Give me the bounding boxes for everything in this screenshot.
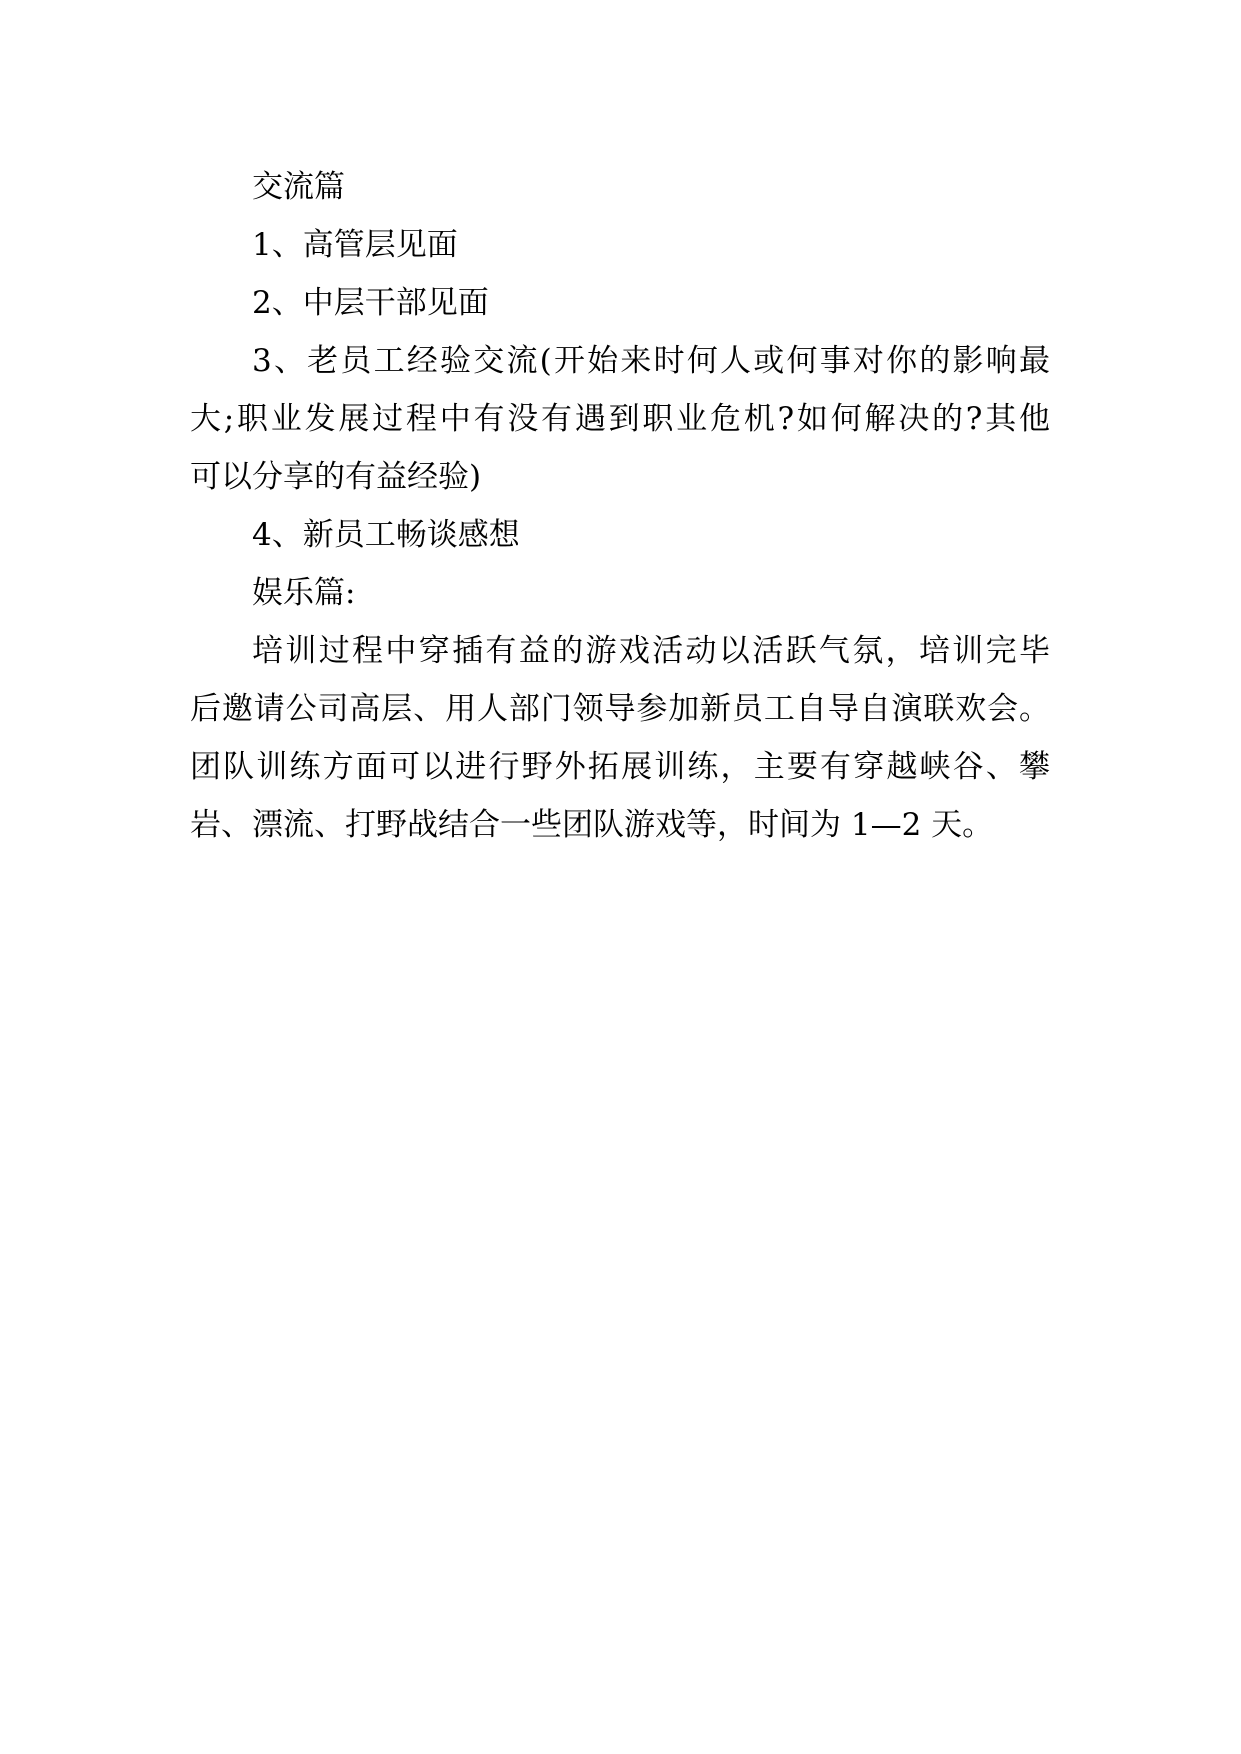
- document-page: [190, 158, 1050, 854]
- section-heading-entertainment: 娱乐篇:: [252, 575, 356, 611]
- entertainment-line-1: 培训过程中穿插有益的游戏活动以活跃气氛，培训完毕: [252, 633, 1050, 669]
- list-item-3-line-2: 大;职业发展过程中有没有遇到职业危机?如何解决的?其他: [190, 401, 1050, 437]
- entertainment-line-2: 后邀请公司高层、用人部门领导参加新员工自导自演联欢会。: [190, 691, 1050, 727]
- section-heading-exchange: 交流篇: [252, 169, 345, 205]
- entertainment-line-3: 团队训练方面可以进行野外拓展训练，主要有穿越峡谷、攀: [190, 749, 1050, 785]
- list-item-3-line-3: 可以分享的有益经验): [190, 459, 482, 495]
- list-item-2: 2、中层干部见面: [252, 285, 489, 321]
- list-item-3-line-1: 3、老员工经验交流(开始来时何人或何事对你的影响最: [252, 343, 1050, 379]
- entertainment-paragraph: [190, 622, 1050, 854]
- list-item-3: [190, 332, 1050, 506]
- list-item-1: 1、高管层见面: [252, 227, 458, 263]
- entertainment-line-4: 岩、漂流、打野战结合一些团队游戏等，时间为 1—2 天。: [190, 807, 994, 843]
- list-item-4: 4、新员工畅谈感想: [252, 517, 520, 553]
